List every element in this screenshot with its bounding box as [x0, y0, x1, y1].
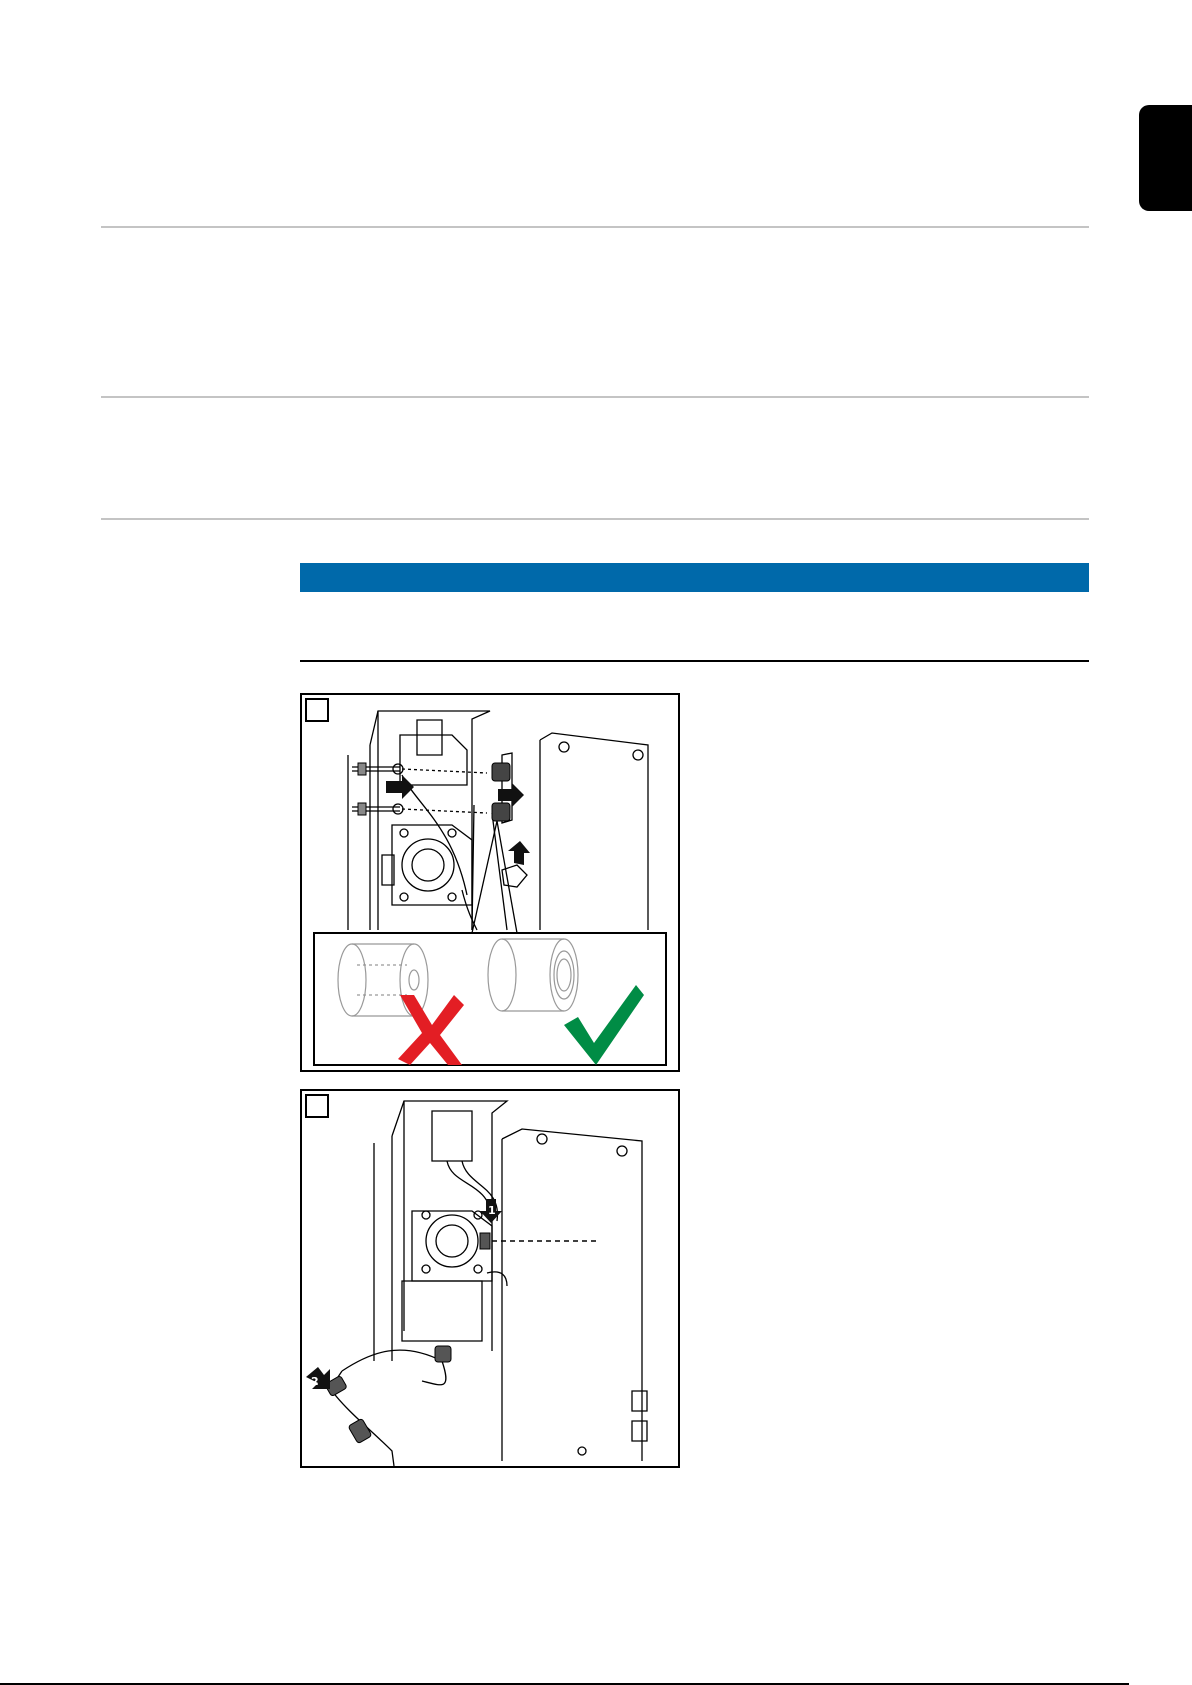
valve-mounting-illustration	[302, 695, 678, 1070]
section-divider	[101, 226, 1089, 228]
section-divider	[101, 518, 1089, 520]
notice-end-rule	[300, 660, 1089, 662]
callout-2-label: 2	[311, 1375, 319, 1388]
notice-header-bar	[300, 563, 1089, 592]
callout-1-label: 1	[488, 1204, 496, 1217]
cable-connection-illustration	[302, 1091, 678, 1466]
section-divider	[101, 396, 1089, 398]
figure-step-2	[300, 1089, 680, 1468]
figure-step-1	[300, 693, 680, 1072]
language-tab	[1139, 105, 1192, 211]
